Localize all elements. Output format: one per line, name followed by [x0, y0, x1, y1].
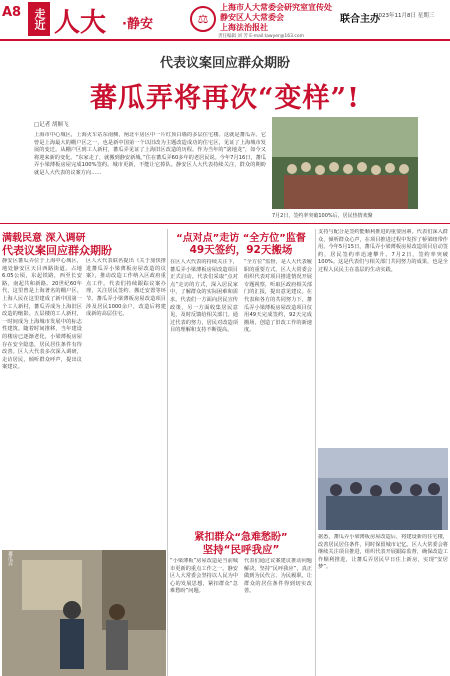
column-rule-1 — [167, 229, 168, 676]
emblem-icon: ⚖ — [190, 6, 216, 32]
organizer-2: 静安区人大常委会 — [220, 13, 284, 22]
section-logo: 走近 — [28, 2, 50, 36]
middle-heading-4: 坚持“民呼我应” — [202, 544, 280, 556]
feature-photo — [272, 117, 418, 209]
column-rule-2 — [315, 229, 316, 676]
left-heading-1: 满载民意 深入调研 — [2, 233, 86, 244]
byline: □记者 胡顺飞 — [34, 122, 69, 128]
feature-headline: 蕃瓜弄将再次“变样”! — [90, 83, 360, 114]
lead-paragraph: 上海市中心城区，上海火车站东南侧，闸北平房区中一片红顶白墙的多层住宅楼。这就是蕃瓜弄。它曾是上海最大的棚户区之一，也是新中国第一个以旧改为主题改造成功的住宅区，见证了上海城市发展的变迁。从棚户区到工人新村，蕃瓜弄见证了上海旧区改造的历程。作为当年的“滚地龙”，如今又将迎来新的变化。“东家走了，就搬到静安新城。”住在蕃瓜弄60多年的老居民说。今年7月16日，蕃瓜弄小梁薄板房屋完成100%签约。城市更新，不能让它掉队。静安区人大代表持续关注，群众的期盼就是人大代表的议案方向…… — [34, 132, 266, 176]
section-region: ·静安 — [122, 17, 153, 32]
middle-body-2: “全方位”监督，是人大代表履职的重要方式。区人大常委会组织代表对项目推进情况开展专题视察，听取区政府相关部门的汇报，提出意见建议。在代表和各方的共同努力下，蕃瓜弄小梁薄板房屋改造项目仅用49天完成签约，92天完成搬场，创造了旧改工作的新速度。 — [244, 259, 312, 334]
middle-body-4: 代表们通过议案建议推动问题解决，坚持“民呼我应”，真正做到为民代言、为民履职，让群众的居住条件得到切实改善。 — [244, 558, 312, 595]
editor-line: 责任编辑 刘 芳 E-mail:lawyer@163.com — [218, 34, 305, 39]
middle-body-3: “小梁薄板”房屋改造是当前城市更新的重点工作之一。静安区人大常委会坚持以人民为中心的发展思想，紧扣群众“急难愁盼”问题。 — [170, 558, 238, 595]
right-body-2: 据悉，蕃瓜弄小梁薄板房屋改造后，将建设新的住宅楼，改善居民居住条件，同时保留城市记忆。区人大常委会将继续关注项目推进，组织代表开展跟踪监督，确保改造工作顺利推进，让蕃瓜弄居民早日住上新房，实现“安居梦”。 — [318, 534, 448, 571]
left-photo-caption: 蕃瓜弄 — [7, 551, 13, 566]
joint-label: 联合主办 — [340, 14, 380, 25]
feature-subhead: 代表议案回应群众期盼 — [159, 56, 290, 71]
feature-photo-caption: 7月2日，签约率突破100%后，居民热情欢聚 — [272, 213, 373, 219]
left-body-2: 区人大代表联名提出《关于加快推进蕃瓜弄小梁薄板房屋改造的议案》，推动改造工作纳入区政府重点工作。代表们持续跟踪议案办理，关注居民签约、搬迁安置等环节。蕃瓜弄小梁薄板房屋改造项目涉及居民1000余户，改造后将建成新的高层住宅。 — [86, 258, 166, 318]
page-number: A8 — [2, 5, 22, 20]
section-title: 人大 — [54, 8, 107, 38]
middle-heading-2: 49天签约，92天搬场 — [189, 244, 293, 256]
left-heading-2: 代表议案回应群众期盼 — [2, 244, 112, 257]
left-photo — [2, 550, 166, 676]
issue-date: 2023年11月8日 星期三 — [375, 13, 435, 19]
masthead-rule — [0, 39, 450, 41]
organizer-3: 上海法治报社 — [220, 23, 268, 32]
section-divider — [0, 223, 450, 224]
middle-heading-1: “点对点”走访 “全方位”监督 — [176, 233, 306, 244]
organizer-1: 上海市人大常委会研究室宣传处 — [220, 3, 332, 12]
left-body-1: 静安区蕃瓜弄位于上海中心城区，地处静安区天目西路街道。占地6.05公顷，东起铁路，西至长安路，南起共和新路。20世纪60年代，这里曾是上海著名的棚户区。上海人民在这里建成了新中国第一个工人新村，蕃瓜弄成为上海旧区改造的缩影。五层楼的工人新村，一时间成为上海城市发展中的标志性建筑。随着时间推移，当年建设的楼房已逐渐老化，小梁薄板房屋存在安全隐患，居民居住条件有待改善。区人大代表多次深入调研，走访居民，倾听群众呼声，提出议案建议。 — [2, 258, 82, 371]
organizer-list — [220, 3, 332, 33]
right-body-1: 支持与配合是签约能顺利推进的重要因素。代表们深入群众，倾听群众心声，在项目推进过程中发挥了桥梁纽带作用。今年5月15日，蕃瓜弄小梁薄板房屋改造项目启动签约，居民签约率迅速攀升。7月2日，签约率突破100%。这是代表们与相关部门共同努力的成果，也是全过程人民民主在基层的生动实践。 — [318, 229, 448, 273]
middle-body-1: 在区人大代表的持续关注下，蕃瓜弄小梁薄板房屋改造项目正式启动。代表们采取“点对点”走访的方式，深入居民家中，了解群众的实际困难和需求。代表们一方面向居民宣传政策，另一方面收集居民意见，及时反馈给相关部门。通过代表的努力，居民对改造项目的理解和支持不断提高。 — [170, 259, 238, 334]
middle-heading-3: 紧扣群众“急难愁盼” — [194, 532, 288, 543]
right-photo — [318, 448, 448, 530]
